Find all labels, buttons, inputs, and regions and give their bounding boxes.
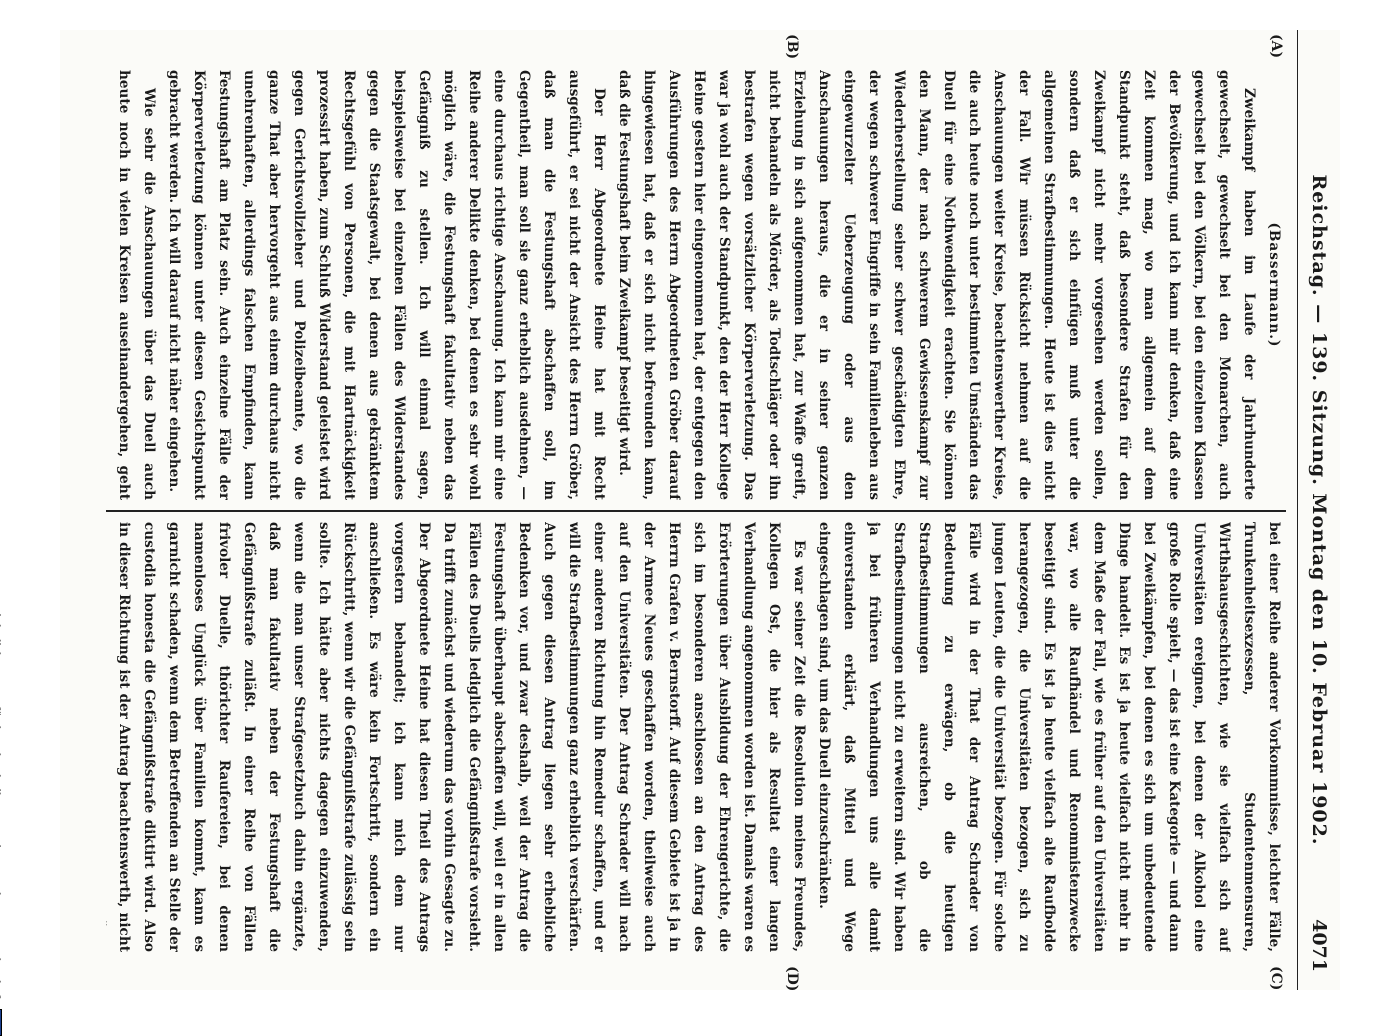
paragraph: bei einer Reihe anderer Vorkommnisse, leichter Fälle, Trunkenheitsexzessen, Studentenmensuren, Wirthshausgeschichten, wie sie vielfach sich auf Universitäten ereignen, bei denen der Alkohol eine große Rolle spielt, — das ist eine Kategorie — und dann bei Zweikämpfen, bei denen es sich um unbedeutende Dinge handelt. Es ist ja heute vielfach nicht mehr in dem Maße der Fall, wie es früher auf den Universitäten war, wo alle Raufhändel und Renommistenzwecke beseitigt sind. Es ist ja heute vielfach alte Raufbolde herangezogen, die Universitäten bezogen, sich zu jungen Leuten, die die Universität bezogen. Für solche Fälle wird in der That der Antrag Schrader von Bedeutung zu erwägen, ob die heutigen Strafbestimmungen ausreichen, ob die Strafbestimmungen nicht zu erweitern sind. Wir haben ja bei früheren Verhandlungen uns alle damit einverstanden erklärt, daß Mittel und Wege eingeschlagen sind, um das Duell einzuschränken. <box>816 522 1282 952</box>
margin-marker-a: (A) <box>1268 34 1284 59</box>
paragraph: Es war seiner Zeit die Resolution meines Freundes, Kollegen Ost, die hier als Resultat einer langen Verhandlung angenommen worden ist. Damals waren es Erörterungen über Ausbildung der Ehrengerichte, die sich im besonderen anschlossen an den Antrag des Herrn Grafen v. Bernstorff. Auf diesem Gebiete ist ja in der Armee Neues geschaffen worden, theilweise auch auf den Universitäten. Der Antrag Schrader will nach einer anderen Richtung hin Remedur schaffen, und er will die Strafbestimmungen ganz erheblich verschärfen. Auch gegen diesen Antrag liegen sehr erhebliche Bedenken vor, und zwar deshalb, weil der Antrag die Festungshaft überhaupt abschaffen will, weil er in allen Fällen des Duells lediglich die Gefängnißstrafe vorsieht. Da trifft zunächst und wiederum das vorhin Gesagte zu. Der Abgeordnete Heine hat diesen Theil des Antrags vorgestern behandelt; ich kann mich dem nur anschließen. Es wäre kein Fortschritt, sondern ein Rückschritt, wenn wir die Gefängnißstrafe zulässig sein sollte. Ich hätte aber nichts dagegen einzuwenden, wenn die man unser Strafgesetzbuch dahin ergänzte, daß man fakultativ neben der Festungshaft die Gefängnißstrafe zuläßt. In einer Reihe von Fällen frivoler Duelle, thörichter Raufereien, bei denen namenloses Unglück über Familien kommt, kann es garnicht schaden, wenn dem Betreffenden an Stelle der custodia honesta die Gefängnißstrafe diktirt wird. Also in dieser Richtung ist der Antrag beachtenswerth, nicht <box>116 522 807 952</box>
column-divider <box>106 510 1286 512</box>
paragraph: Der Herr Abgeordnete Heine hat mit Recht ausgeführt, er sei nicht der Ansicht des Herrn Gröber, daß man die Festungshaft abschaffen soll, im Gegentheil, man soll sie ganz erheblich ausdehnen, — eine durchaus richtige Anschauung. Ich kann mir eine Reihe anderer Delikte denken, bei denen es sehr wohl möglich wäre, die Festungshaft fakultativ neben das Gefängniß zu stellen. Ich will einmal sagen, beispielsweise bei einzelnen Fällen des Widerstandes gegen die Staatsgewalt, bei denen aus gekränktem Rechtsgefühl von Personen, die mit Hartnäckigkeit prozessirt haben, zum Schluß Widerstand geleistet wird gegen Gerichtsvollzieher und Polizeibeamte, wo die ganze That aber hervorgeht aus einem durchaus nicht unehrenhaften, allerdings falschen Empfinden, kann Festungshaft am Platz sein. Auch einzelne Fälle der Körperverletzung können unter diesen Gesichtspunkt gebracht werden. Ich will darauf nicht näher eingehen. <box>166 70 607 500</box>
credit-text <box>0 605 1 1003</box>
right-column <box>106 522 1286 952</box>
page-header <box>1297 30 1340 990</box>
margin-marker-d: (D) <box>784 966 800 992</box>
digitization-credit <box>0 605 2 1036</box>
paragraph: Zweikampf haben im Laufe der Jahrhunderte gewechselt, gewechselt bei den Monarchen, auch gewechselt bei den Völkern, bei den einzelnen Klassen der Bevölkerung, und ich kann mir denken, daß eine Zeit kommen mag, wo man allgemein auf dem Standpunkt steht, daß besondere Strafen für den Zweikampf nicht mehr vorgesehen werden sollen, sondern daß er sich einfügen muß unter die allgemeinen Strafbestimmungen. Heute ist dies nicht der Fall. Wir müssen Rücksicht nehmen auf die Anschauungen weiter Kreise, beachtenswerther Kreise, die auch heute noch unter bestimmten Umständen das Duell für eine Nothwendigkeit erachten. Sie können den Mann, der nach schwerem Gewissenskampf zur Wiederherstellung seiner schwer geschädigten Ehre, der wegen schwerer Eingriffe in sein Familienleben aus eingewurzelter Ueberzeugung oder aus den Anschauungen heraus, die er in seiner ganzen Erziehung in sich aufgenommen hat, zur Waffe greift, nicht behandeln als Mörder, als Todtschläger oder ihn bestrafen wegen vorsätzlicher Körperverletzung. Das war ja wohl auch der Standpunkt, den der Herr Kollege Heine gestern hier eingenommen hat, der entgegen den Ausführungen des Herrn Abgeordneten Gröber darauf hingewiesen hat, daß er sich nicht befreunden kann, daß die Festungshaft beim Zweikampf beseitigt wird. <box>616 70 1257 500</box>
scanned-page <box>60 30 1340 990</box>
margin-marker-c: (C) <box>1268 966 1284 991</box>
paragraph: Wie sehr die Anschauungen über das Duell auch heute noch in vielen Kreisen auseinandergehen, geht <box>116 70 157 500</box>
page-number: 4071 <box>1308 919 1330 972</box>
left-column <box>106 70 1286 500</box>
speaker-name: (Bassermann.) <box>1266 222 1282 348</box>
page-title: Reichstag. — 139. Sitzung. Montag den 10. Februar 1902. <box>1308 174 1330 846</box>
dfg-logo <box>0 1009 2 1036</box>
margin-marker-b: (B) <box>784 34 800 60</box>
